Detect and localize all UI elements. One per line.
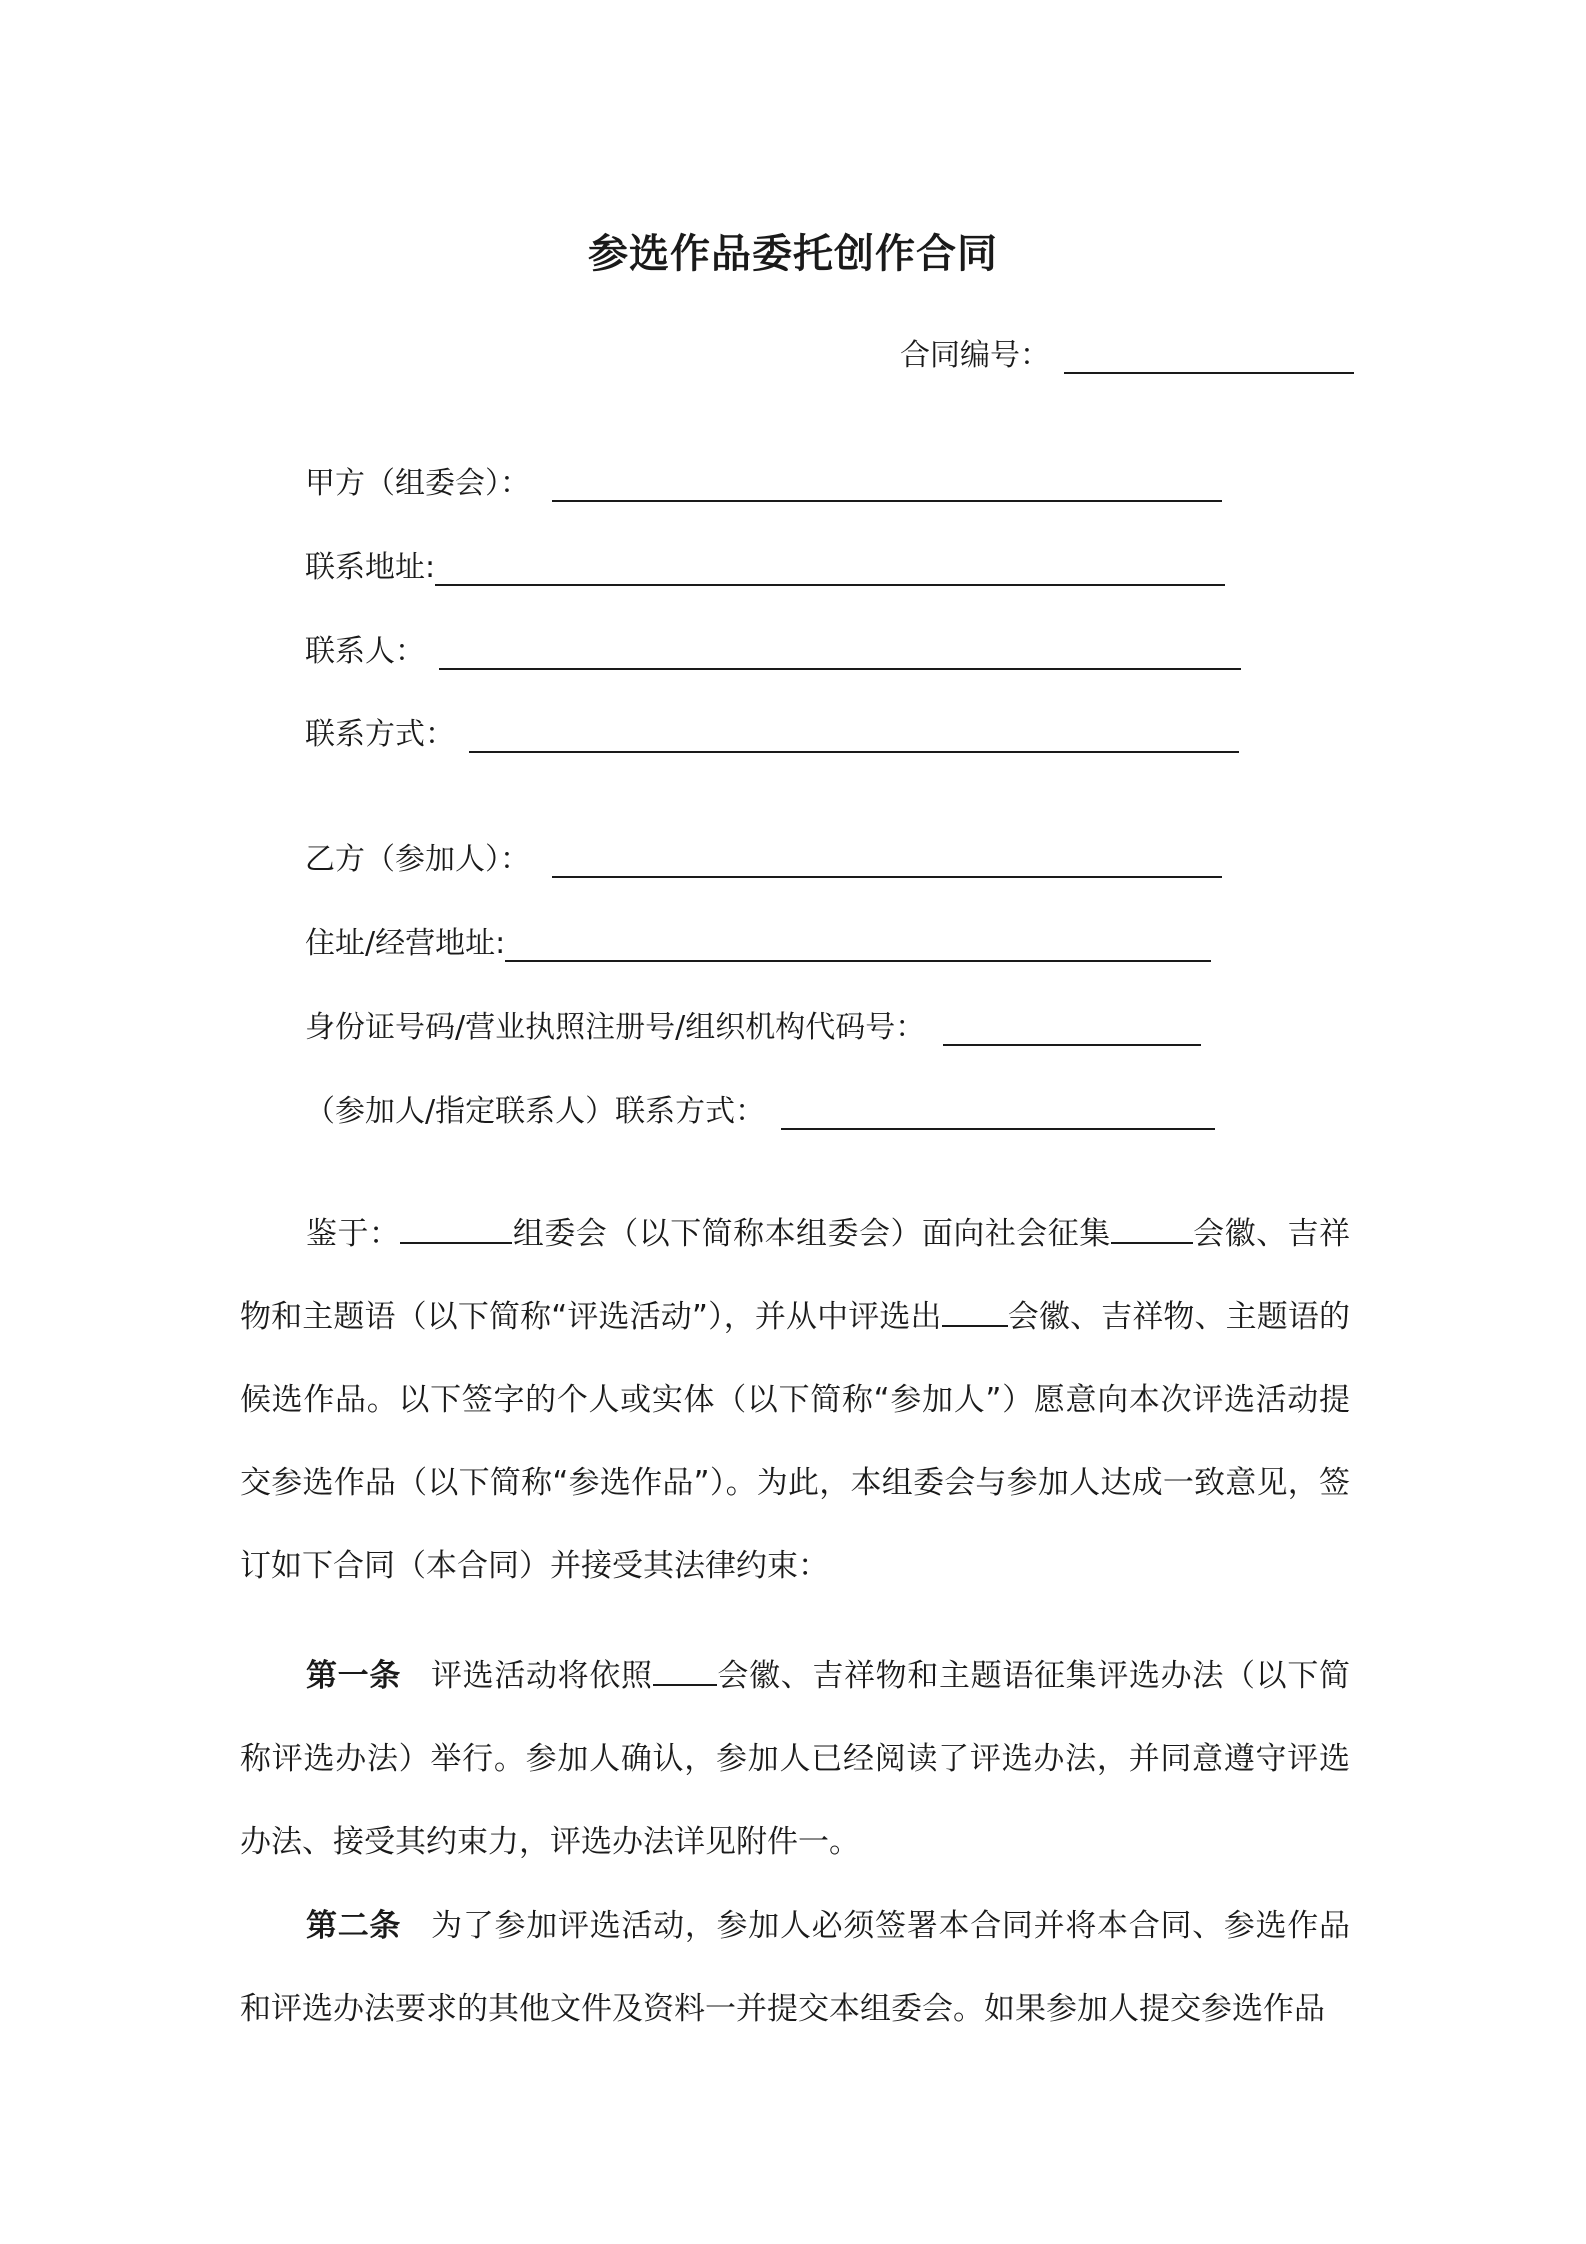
preamble-text-3: 会徽、吉祥物和主题语（以下简称“评选活动”），并从中评选出	[240, 1216, 1351, 1335]
article-1-paragraph	[240, 1635, 1350, 1884]
party-b-phone-row	[305, 1086, 1215, 1130]
article-1-blank[interactable]	[653, 1650, 717, 1686]
preamble-blank-1[interactable]	[400, 1208, 512, 1244]
party-a-name-row	[305, 458, 1222, 502]
article-1-text-2: 会徽、吉祥物和主题语征集评选办法（以下简称评选办法）举行。参加人确认，参加人已经阅读了评选办法，并同意遵守评选办法、接受其约束力，评选办法详见附件一。	[240, 1658, 1351, 1860]
contract-number-blank[interactable]	[1064, 342, 1354, 374]
party-b-id-row	[305, 1002, 1201, 1046]
preamble-blank-3[interactable]	[942, 1291, 1008, 1327]
party-b-phone-label: （参加人/指定联系人）联系方式：	[305, 1094, 766, 1129]
party-b-name-label: 乙方（参加人）：	[305, 842, 530, 877]
party-a-address-blank[interactable]	[435, 554, 1225, 586]
article-1-text-1: 评选活动将依照	[431, 1658, 653, 1694]
party-a-address-row	[305, 542, 1225, 586]
document-title: 参选作品委托创作合同	[588, 231, 998, 277]
contract-number-row	[900, 330, 1354, 374]
party-a-name-blank[interactable]	[552, 470, 1222, 502]
party-a-address-label: 联系地址:	[305, 550, 436, 585]
article-2-paragraph	[240, 1885, 1350, 2051]
party-b-phone-blank[interactable]	[781, 1098, 1215, 1130]
party-b-address-row	[305, 918, 1211, 962]
preamble-text-2: 组委会（以下简称本组委会）面向社会征集	[512, 1216, 1111, 1252]
article-1-heading: 第一条	[306, 1658, 401, 1694]
preamble-text-4: 会徽、吉祥物、主题语的候选作品。以下签字的个人或实体（以下简称“参加人”）愿意向本次评选活动提交参选作品（以下简称“参选作品”）。为此，本组委会与参加人达成一致意见，签订如下合同（本合同）并接受其法律约束：	[240, 1299, 1350, 1584]
party-b-address-label: 住址/经营地址:	[305, 926, 506, 961]
preamble-text-1: 鉴于：	[306, 1216, 401, 1252]
party-a-contact-row	[305, 626, 1241, 670]
party-a-contact-blank[interactable]	[439, 638, 1241, 670]
article-2-text-1: 为了参加评选活动，参加人必须签署本合同并将本合同、参选作品和评选办法要求的其他文件及资料一并提交本组委会。如果参加人提交参选作品	[240, 1908, 1351, 2027]
party-b-name-row	[305, 834, 1222, 878]
party-a-phone-label: 联系方式：	[305, 717, 455, 752]
party-b-name-blank[interactable]	[552, 846, 1222, 878]
article-2-heading: 第二条	[306, 1908, 402, 1944]
preamble-paragraph	[240, 1193, 1350, 1608]
party-a-phone-blank[interactable]	[469, 721, 1239, 753]
party-a-contact-label: 联系人：	[305, 634, 425, 669]
party-a-phone-row	[305, 709, 1239, 753]
party-b-id-blank[interactable]	[943, 1014, 1201, 1046]
contract-number-label: 合同编号：	[900, 338, 1050, 373]
party-b-address-blank[interactable]	[505, 930, 1211, 962]
party-a-name-label: 甲方（组委会）：	[305, 466, 530, 501]
party-b-id-label: 身份证号码/营业执照注册号/组织机构代码号：	[305, 1010, 926, 1045]
preamble-blank-2[interactable]	[1111, 1208, 1193, 1244]
